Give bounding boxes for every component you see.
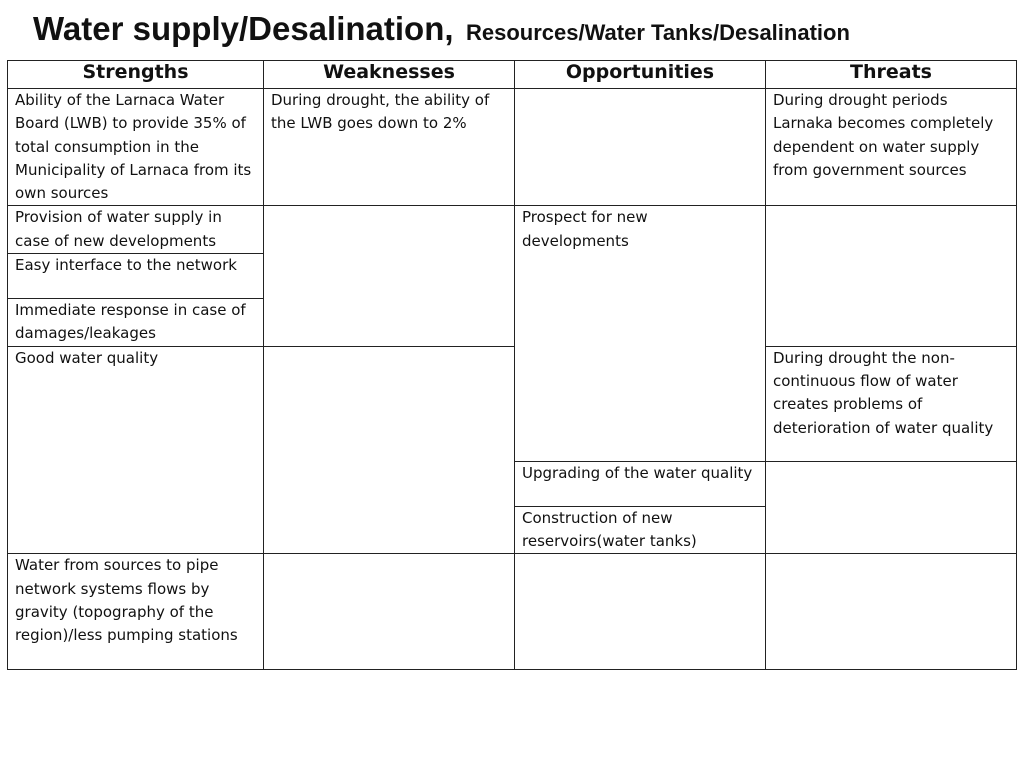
cell-strength-gravity: Water from sources to pipe network systems flows by gravity (topography of the region)/less pumping stations (8, 554, 264, 670)
header-weaknesses: Weaknesses (264, 61, 515, 89)
header-strengths: Strengths (8, 61, 264, 89)
header-threats: Threats (766, 61, 1017, 89)
cell-strength-immediate-response: Immediate response in case of damages/leakages (8, 299, 264, 347)
cell-strength-easy-interface: Easy interface to the network (8, 254, 264, 299)
cell-weakness-empty (264, 346, 515, 554)
swot-table (7, 60, 1017, 670)
cell-opportunity-reservoirs: Construction of new reservoirs(water tanks) (515, 506, 766, 554)
table-row (8, 554, 1017, 670)
cell-opportunity-empty (515, 89, 766, 206)
table-row (8, 89, 1017, 206)
table-row (8, 206, 1017, 254)
cell-threat-empty (766, 554, 1017, 670)
slide-title (33, 10, 850, 48)
cell-threat-noncontinuous-flow: During drought the non-continuous flow of water creates problems of deterioration of water quality (766, 346, 1017, 461)
cell-threat-empty (766, 206, 1017, 346)
cell-strength-good-quality: Good water quality (8, 346, 264, 554)
header-row (8, 61, 1017, 89)
cell-strength-lwb-ability: Ability of the Larnaca Water Board (LWB) to provide 35% of total consumption in the Municipality of Larnaca from its own sources (8, 89, 264, 206)
cell-threat-empty (766, 461, 1017, 554)
cell-opportunity-prospect: Prospect for new developments (515, 206, 766, 461)
cell-weakness-empty (264, 206, 515, 346)
header-opportunities: Opportunities (515, 61, 766, 89)
cell-strength-new-developments: Provision of water supply in case of new developments (8, 206, 264, 254)
cell-weakness-drought-ability: During drought, the ability of the LWB goes down to 2% (264, 89, 515, 206)
cell-weakness-empty (264, 554, 515, 670)
cell-threat-drought-dependent: During drought periods Larnaka becomes completely dependent on water supply from government sources (766, 89, 1017, 206)
cell-opportunity-upgrading: Upgrading of the water quality (515, 461, 766, 506)
title-subtitle: Resources/Water Tanks/Desalination (465, 20, 850, 45)
title-main: Water supply/Desalination, (33, 10, 454, 47)
table-row (8, 346, 1017, 416)
cell-opportunity-empty (515, 554, 766, 670)
